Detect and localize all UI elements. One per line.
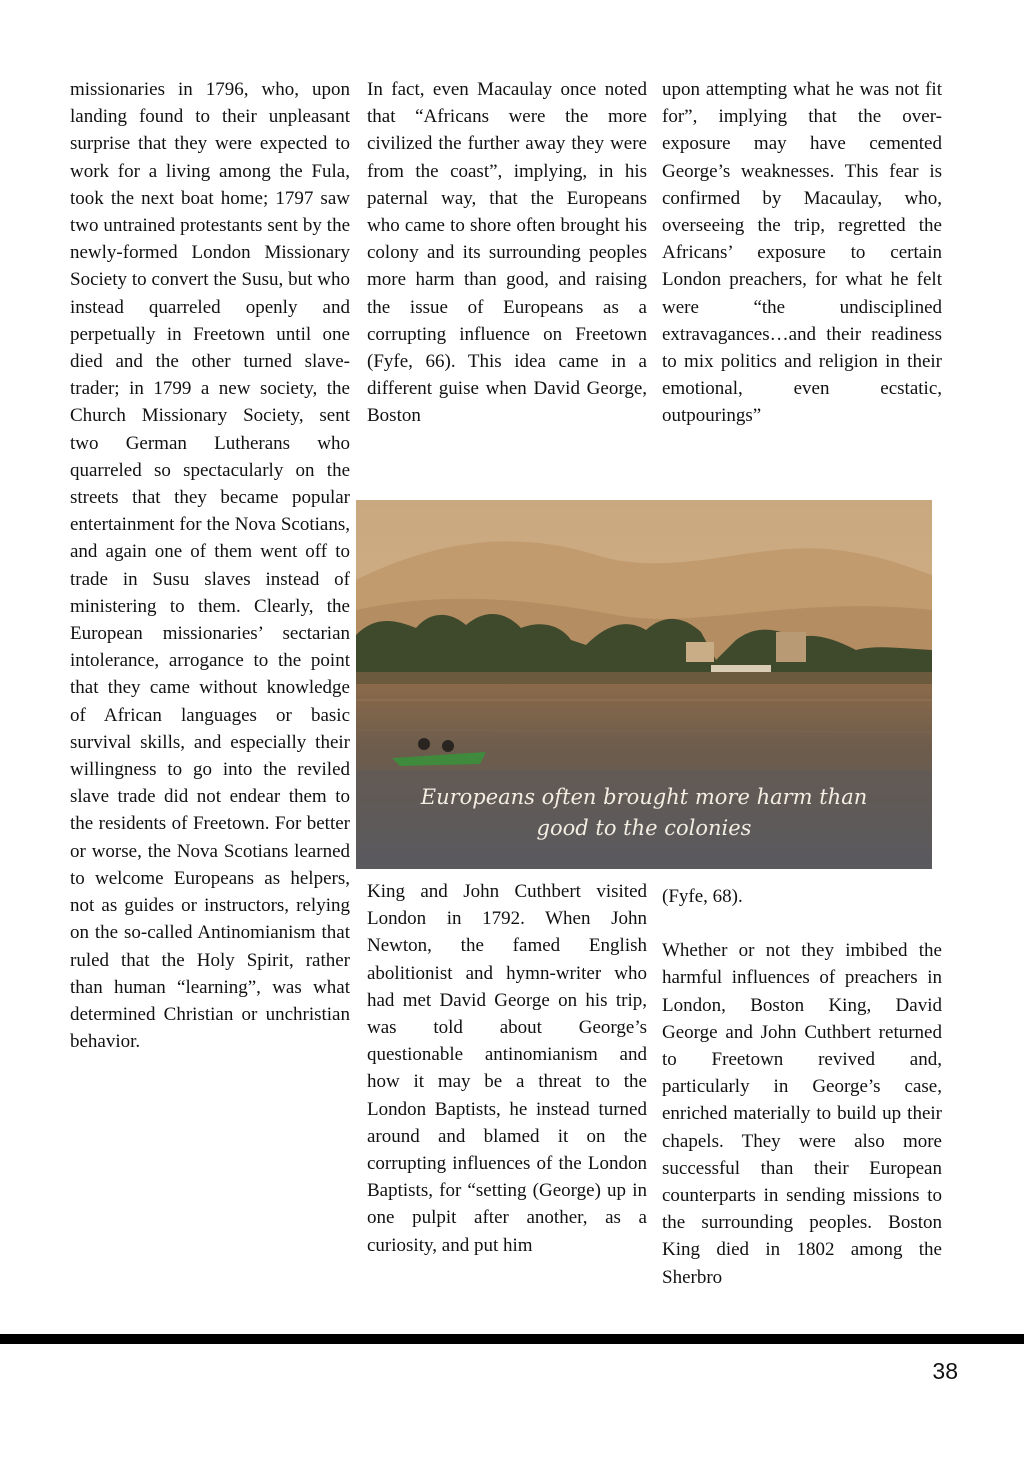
text-column-2-bottom — [367, 878, 647, 1259]
column-3-bottom-text-2: Whether or not they imbibed the harmful influences of preachers in London, Boston King, David George and John Cuthbert returned to Freetown revived and, particularly in George’s case, enriched materially to build up their chapels. They were also more successful than their European counterparts in sending missions to the surrounding peoples. Boston King died in 1802 among the Sherbro — [662, 940, 942, 1288]
text-column-3-top — [662, 76, 942, 430]
column-2-top-text: In fact, even Macaulay once noted that “Africans were the more civilized the further away they were from the coast”, implying, in his paternal way, that the Europeans who came to shore often brought his colony and its surrounding peoples more harm than good, and raising the issue of Europeans as a corrupting influence on Freetown (Fyfe, 66). This idea came in a different guise when David George, Boston — [367, 79, 647, 427]
column-2-bottom-text: King and John Cuthbert visited London in 1792. When John Newton, the famed English abolitionist and hymn-writer who had met David George on his trip, was told about George’s questionable antinomianism and how it may be a threat to the London Baptists, he instead turned around and blamed it on the corrupting influences of the London Baptists, for “setting (George) up in one pulpit after another, as a curiosity, and put him — [367, 881, 647, 1256]
column-3-top-text: upon attempting what he was not fit for”, implying that the over-exposure may have cemented George’s weaknesses. This fear is confirmed by Macaulay, who, overseeing the trip, regretted the Africans’ exposure to certain London preachers, for what he felt were “the undisciplined extravagances…and their readiness to mix politics and religion in their emotional, even ecstatic, outpourings” — [662, 79, 942, 427]
column-1-text: missionaries in 1796, who, upon landing found to their unpleasant surprise that they were expected to work for a living among the Fula, took the next boat home; 1797 saw two untrained protestants sent by the newly-formed London Missionary Society to convert the Susu, but who instead quarreled openly and perpetually in Freetown until one died and the other turned slave-trader; in 1799 a new society, the Church Missionary Society, sent two German Lutherans who quarreled so spectacularly on the streets that they became popular entertainment for the Nova Scotians, and again one of them went off to trade in Susu slaves instead of ministering to them. Clearly, the European missionaries’ sectarian intolerance, arrogance to the point that they came without knowledge of African languages or basic survival skills, and especially their willingness to go into the reviled slave trade did not endear them to the residents of Freetown. For better or worse, the Nova Scotians learned to welcome Europeans as helpers, not as guides or instructors, relying on the so-called Antinomianism that ruled that the Holy Spirit, rather than human “learning”, was what determined Christian or unchristian behavior. — [70, 79, 350, 1053]
text-column-3-bottom — [662, 883, 942, 1291]
text-column-2-top — [367, 76, 647, 430]
footer-rule — [0, 1334, 1024, 1344]
photo-caption: Europeans often brought more harm than good to the colonies — [420, 785, 868, 840]
river-photo — [356, 500, 932, 869]
page-number: 38 — [932, 1358, 958, 1384]
column-3-bottom-text-1: (Fyfe, 68). — [662, 886, 743, 907]
text-column-1 — [70, 76, 350, 1055]
